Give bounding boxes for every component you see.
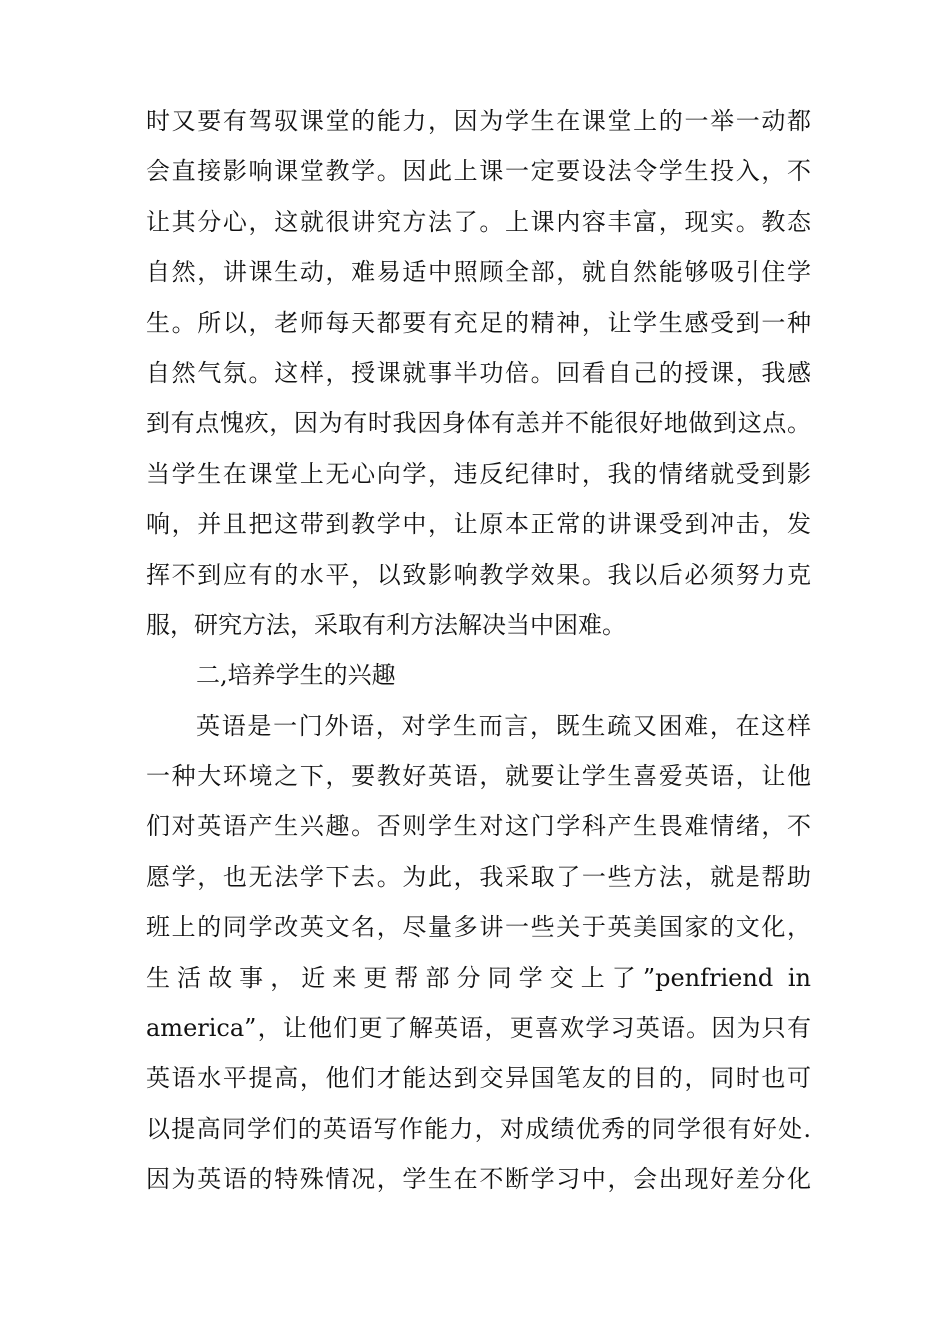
text-line-content: 英语水平提高，他们才能达到交异国笔友的目的，同时也可 — [146, 1064, 811, 1093]
text-line — [146, 751, 811, 801]
body-text — [146, 96, 811, 1205]
text-line — [146, 247, 811, 297]
text-line-content: 愿学，也无法学下去。为此，我采取了一些方法，就是帮助 — [146, 862, 811, 891]
text-line — [146, 1053, 811, 1103]
text-line — [146, 801, 811, 851]
text-line — [146, 197, 811, 247]
section-heading-text: 二,培养学生的兴趣 — [196, 661, 396, 690]
text-line-content: 班上的同学改英文名，尽量多讲一些关于英美国家的文化， — [146, 913, 811, 942]
text-line-content: 生活故事，近来更帮部分同学交上了”penfriend in — [146, 963, 811, 992]
text-line — [146, 1003, 811, 1053]
text-line-content: 英语是一门外语，对学生而言，既生疏又困难，在这样 — [196, 711, 811, 740]
text-line — [146, 298, 811, 348]
text-line-content: 自然气氛。这样，授课就事半功倍。回看自己的授课，我感 — [146, 358, 811, 387]
text-line — [146, 902, 811, 952]
text-line-content: 以提高同学们的英语写作能力，对成绩优秀的同学很有好处. — [146, 1114, 811, 1143]
text-line — [146, 96, 811, 146]
text-line — [146, 550, 811, 600]
text-line-content: 让其分心，这就很讲究方法了。上课内容丰富，现实。教态 — [146, 207, 811, 236]
text-line — [146, 953, 811, 1003]
text-line — [146, 348, 811, 398]
text-line-content: 生。所以，老师每天都要有充足的精神，让学生感受到一种 — [146, 308, 811, 337]
text-line-content: 当学生在课堂上无心向学，违反纪律时，我的情绪就受到影 — [146, 459, 811, 488]
text-line-content: 响，并且把这带到教学中，让原本正常的讲课受到冲击，发 — [146, 510, 811, 539]
text-line — [146, 1154, 811, 1204]
section-heading — [146, 650, 811, 700]
text-line — [146, 600, 811, 650]
text-line-content: 会直接影响课堂教学。因此上课一定要设法令学生投入，不 — [146, 157, 811, 186]
text-line-content: 到有点愧疚，因为有时我因身体有恙并不能很好地做到这点。 — [146, 409, 811, 438]
text-line — [146, 449, 811, 499]
text-line-content: 时又要有驾驭课堂的能力，因为学生在课堂上的一举一动都 — [146, 107, 811, 135]
text-line-content: 服，研究方法，采取有利方法解决当中困难。 — [146, 610, 626, 639]
text-line-content: 因为英语的特殊情况，学生在不断学习中，会出现好差分化 — [146, 1165, 811, 1194]
text-line-content: 们对英语产生兴趣。否则学生对这门学科产生畏难情绪，不 — [146, 812, 811, 841]
text-line-content: 自然，讲课生动，难易适中照顾全部，就自然能够吸引住学 — [146, 258, 811, 287]
text-line — [146, 146, 811, 196]
text-line-content: america”，让他们更了解英语，更喜欢学习英语。因为只有 — [146, 1014, 811, 1043]
text-line-content: 挥不到应有的水平，以致影响教学效果。我以后必须努力克 — [146, 560, 811, 589]
paragraph-first-line — [146, 701, 811, 751]
text-line — [146, 852, 811, 902]
text-line — [146, 1104, 811, 1154]
text-line — [146, 398, 811, 448]
text-line — [146, 499, 811, 549]
text-line-content: 一种大环境之下，要教好英语，就要让学生喜爱英语，让他 — [146, 762, 811, 791]
